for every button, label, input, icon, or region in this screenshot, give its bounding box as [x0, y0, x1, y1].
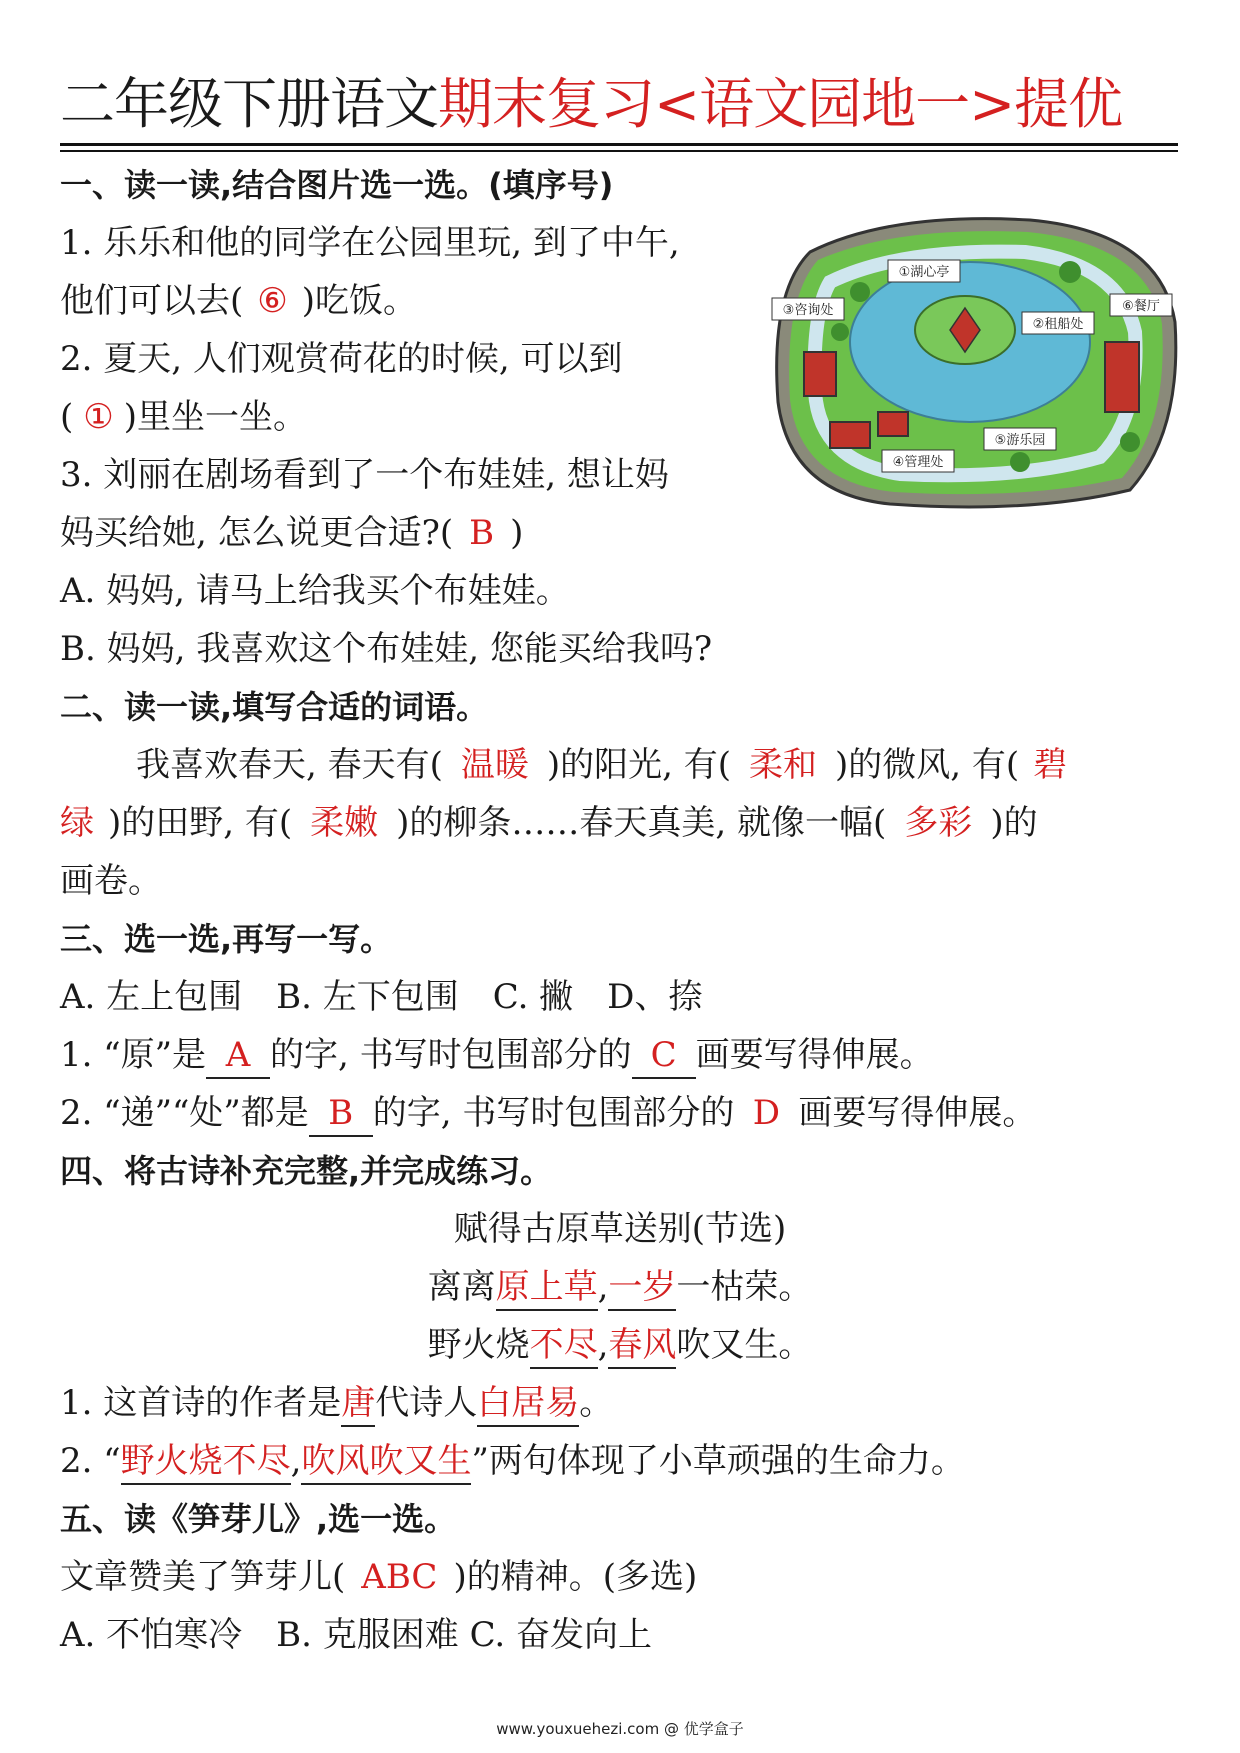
answer-poem-3: 不尽 [530, 1323, 598, 1369]
map-label-4: ④管理处 [892, 455, 944, 470]
answer-verse-1: 野火烧不尽 [121, 1439, 291, 1485]
title-rule-thick [60, 143, 1178, 146]
sec5-heading: 五、读《笋芽儿》,选一选。 [60, 1500, 457, 1538]
tree-icon [1120, 432, 1140, 452]
tree-icon [1010, 452, 1030, 472]
sec1-q3-line1: 3. 刘丽在剧场看到了一个布娃娃, 想让妈 [60, 455, 669, 495]
sec4-heading: 四、将古诗补充完整,并完成练习。 [60, 1152, 553, 1190]
answer-poet: 白居易 [477, 1381, 579, 1427]
map-label-5: ⑤游乐园 [994, 433, 1046, 448]
sec3-q2: 2. “递”“处”都是 B 的字, 书写时包围部分的 D 画要写得伸展。 [60, 1088, 1036, 1138]
building-manage [830, 422, 870, 448]
sec2-line2: 绿 )的田野, 有( 柔嫩 )的柳条……春天真美, 就像一幅( 多彩 )的 [60, 803, 1038, 843]
answer-tender: 柔嫩 [310, 803, 379, 843]
sec4-q1: 1. 这首诗的作者是唐代诗人白居易。 [60, 1378, 613, 1428]
poem-title: 赋得古原草送别(节选) [453, 1209, 787, 1249]
title-red: 期末复习<语文园地一>提优 [438, 72, 1123, 136]
title-black: 二年级下册语文 [60, 72, 439, 136]
answer-green-1: 碧 [1033, 745, 1068, 785]
answer-q1: ⑥ [257, 281, 288, 321]
sec1-q2-line1: 2. 夏天, 人们观赏荷花的时候, 可以到 [60, 339, 623, 379]
answer-gentle: 柔和 [749, 745, 818, 785]
sec1-option-b: B. 妈妈, 我喜欢这个布娃娃, 您能买给我吗? [60, 629, 713, 669]
sec4-q2: 2. “野火烧不尽,吹风吹又生”两句体现了小草顽强的生命力。 [60, 1436, 965, 1486]
answer-q3: B [469, 513, 495, 553]
map-label-2: ②租船处 [1032, 317, 1084, 332]
sec1-q1-line2: 他们可以去( ⑥ )吃饭。 [60, 281, 418, 321]
tree-icon [1059, 261, 1081, 283]
sec5-question: 文章赞美了笋芽儿( ABC )的精神。(多选) [60, 1557, 698, 1597]
building-manage-2 [878, 412, 908, 436]
answer-poem-4: 春风 [608, 1323, 676, 1369]
answer-warm: 温暖 [460, 745, 529, 785]
answer-green-2: 绿 [60, 803, 94, 843]
answer-poem-1: 原上草 [496, 1265, 598, 1311]
poem-line2: 野火烧不尽,春风吹又生。 [0, 1320, 1240, 1370]
map-label-3: ③咨询处 [782, 303, 834, 318]
sec1-option-a: A. 妈妈, 请马上给我买个布娃娃。 [60, 571, 570, 611]
building-consult [804, 352, 836, 396]
sec2-line1: 我喜欢春天, 春天有( 温暖 )的阳光, 有( 柔和 )的微风, 有( 碧 [136, 745, 1068, 785]
map-label-6: ⑥餐厅 [1122, 299, 1160, 314]
answer-di-1: B [309, 1091, 373, 1137]
poem-line1: 离离原上草,一岁一枯荣。 [0, 1262, 1240, 1312]
answer-spirit: ABC [361, 1557, 438, 1597]
answer-yuan-1: A [206, 1033, 270, 1079]
answer-colorful: 多彩 [904, 803, 973, 843]
footer-watermark: www.youxuehezi.com @ 优学盒子 [496, 1720, 744, 1738]
sec1-q3-line2: 妈买给她, 怎么说更合适?( B ) [60, 513, 524, 553]
tree-icon [831, 323, 849, 341]
sec3-q1: 1. “原”是 A 的字, 书写时包围部分的 C 画要写得伸展。 [60, 1030, 934, 1080]
sec3-heading: 三、选一选,再写一写。 [60, 920, 393, 958]
sec3-options: A. 左上包围 B. 左下包围 C. 撇 D、捺 [60, 977, 703, 1017]
sec2-heading: 二、读一读,填写合适的词语。 [60, 688, 489, 726]
sec1-q1-line1: 1. 乐乐和他的同学在公园里玩, 到了中午, [60, 223, 680, 263]
answer-yuan-2: C [632, 1033, 696, 1079]
tree-icon [850, 282, 870, 302]
answer-poem-2: 一岁 [608, 1265, 676, 1311]
park-map [770, 212, 1180, 514]
page-title [60, 62, 1180, 146]
sec5-options: A. 不怕寒冷 B. 克服困难 C. 奋发向上 [60, 1615, 652, 1655]
answer-verse-2: 吹风吹又生 [301, 1439, 471, 1485]
answer-di-2: D [752, 1093, 781, 1133]
map-label-1: ①湖心亭 [898, 265, 950, 280]
title-rule-thin [60, 150, 1178, 152]
sec2-line3: 画卷。 [60, 861, 162, 901]
answer-dynasty: 唐 [341, 1381, 375, 1427]
sec1-q2-line2: ( ① )里坐一坐。 [60, 397, 308, 437]
sec1-heading: 一、读一读,结合图片选一选。(填序号) [60, 166, 614, 204]
answer-q2: ① [83, 397, 114, 437]
building-restaurant [1105, 342, 1139, 412]
